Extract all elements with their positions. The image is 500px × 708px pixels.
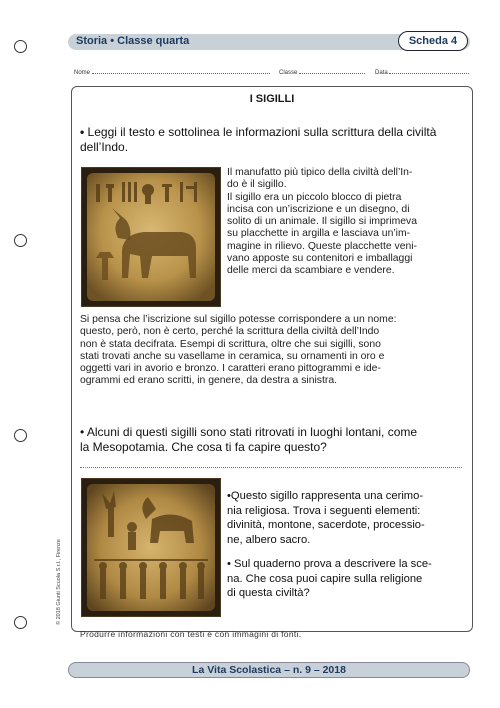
binder-hole-middle — [14, 234, 27, 247]
class-label: Classe — [279, 70, 298, 76]
question-mesopotamia — [80, 425, 468, 455]
text-line: magine in rilievo. Queste placchette veni- — [227, 240, 418, 252]
date-field[interactable] — [375, 68, 469, 76]
text-line: solito di un animale. Il sigillo si imprimeva — [227, 216, 417, 228]
binder-hole-top — [14, 40, 27, 53]
text-line: su placchette in argilla e lasciava un’im- — [227, 228, 411, 240]
learning-objective: Produrre informazioni con testi e con immagini di fonti. — [80, 629, 302, 639]
name-label: Nome — [74, 70, 91, 76]
seal-image-unicorn — [81, 167, 221, 307]
text-line: • Alcuni di questi sigilli sono stati ritrovati in luoghi lontani, come — [80, 425, 418, 439]
binder-hole-bottom — [14, 616, 27, 629]
text-line: • Sul quaderno prova a descrivere la sce- — [227, 558, 432, 570]
class-field[interactable] — [279, 68, 365, 76]
text-line: incisa con un’iscrizione e un disegno, di — [227, 203, 410, 215]
scheda-badge — [398, 31, 468, 51]
text-line: do è il sigillo. — [227, 179, 287, 191]
text-line: Il manufatto più tipico della civiltà dell’In- — [227, 167, 413, 178]
text-line: Si pensa che l’iscrizione sul sigillo potesse corrispondere a un nome: — [80, 314, 397, 325]
answer-line[interactable] — [80, 467, 462, 468]
text-line: oggetti vari in avorio e bronzo. I caratteri erano pittogrammi e ide- — [80, 363, 381, 375]
header-title: Storia • Classe quarta — [76, 35, 190, 47]
question-ceremony — [227, 489, 467, 547]
worksheet-title: I SIGILLI — [249, 93, 295, 105]
text-line: la Mesopotamia. Che cosa ti fa capire questo? — [80, 440, 327, 454]
text-line: delle merci da scambiare e vendere. — [227, 265, 395, 277]
text-line: Il sigillo era un piccolo blocco di pietra — [227, 191, 402, 203]
text-line: non è stata decifrata. Esempi di scrittura, oltre che sui sigilli, sono — [80, 338, 381, 350]
scheda-label: Scheda 4 — [408, 35, 458, 47]
text-line: ogrammi ed erano scritti, in genere, da destra a sinistra. — [80, 375, 338, 387]
date-label: Data — [375, 70, 388, 76]
text-line: di questa civiltà? — [227, 587, 310, 599]
footer-title: La Vita Scolastica – n. 9 – 2018 — [192, 664, 346, 676]
copyright: © 2018 Giunti Scuola S.r.l., Firenze — [56, 539, 62, 625]
text-line: divinità, montone, sacerdote, processio- — [227, 519, 425, 531]
paragraph-seal-description — [227, 167, 463, 278]
question-religion — [227, 557, 467, 601]
text-line: vano apposte su contenitori e imballaggi — [227, 253, 413, 265]
text-line: questo, però, non è certo, perché la scrittura della civiltà dell’Indo — [80, 326, 380, 338]
paragraph-writing — [80, 314, 468, 388]
text-line: nia religiosa. Trova i seguenti elementi: — [227, 504, 421, 517]
footer-bar — [68, 662, 470, 678]
bullet-icon: • — [80, 125, 85, 139]
instruction-reading-text: Leggi il testo e sottolinea le informazioni sulla scrittura della civiltà dell’Indo. — [80, 125, 437, 154]
binder-hole-lower — [14, 429, 27, 442]
text-line: ne, albero sacro. — [227, 533, 311, 546]
text-line: •Questo sigillo rappresenta una cerimo- — [227, 490, 424, 502]
instruction-reading — [80, 125, 468, 155]
text-line: na. Che cosa puoi capire sulla religione — [227, 572, 423, 585]
seal-image-ceremony — [81, 478, 221, 617]
name-field[interactable] — [74, 68, 270, 76]
text-line: stati trovati anche su vasellame in ceramica, su ornamenti in oro e — [80, 350, 385, 362]
